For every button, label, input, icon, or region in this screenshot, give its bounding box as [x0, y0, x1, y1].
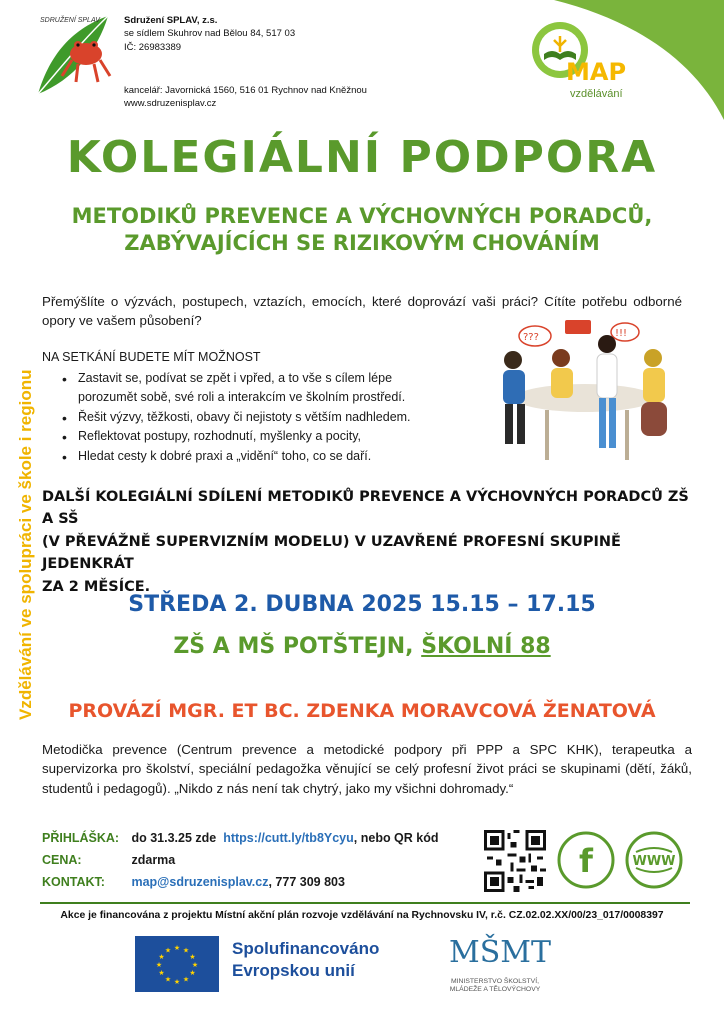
svg-text:!!!: !!! — [615, 328, 628, 339]
map-logo-subtext: vzdělávání — [570, 88, 623, 100]
contact-label: KONTAKT: — [42, 874, 105, 889]
qr-code[interactable] — [484, 830, 546, 892]
org-office: kancelář: Javornická 1560, 516 01 Rychnov nad Kněžnou — [124, 84, 367, 96]
eu-flag-icon — [135, 936, 219, 992]
svg-text:★: ★ — [189, 969, 196, 977]
svg-text:★: ★ — [164, 975, 172, 984]
website-globe-icon[interactable] — [624, 830, 684, 890]
list-item-continuation: porozumět sobě, své roli a interakcím ve školním prostředí. — [78, 390, 406, 405]
facebook-icon[interactable] — [556, 830, 616, 890]
speech-bubble-question — [519, 326, 551, 346]
list-item: • Reflektovat postupy, rozhodnutí, myšlenky a pocity, — [60, 427, 480, 446]
description-line-3: ZA 2 MĚSÍCE. — [42, 578, 151, 595]
svg-text:★: ★ — [164, 946, 172, 955]
event-guide: PROVÁZÍ MGR. ET BC. ZDENKA MORAVCOVÁ ŽENATOVÁ — [68, 700, 656, 722]
venue-address: ŠKOLNÍ 88 — [421, 634, 551, 659]
funding-statement: Akce je financována z projektu Místní akční plán rozvoje vzdělávání na Rychnovsku IV, r.č. CZ.02.02.XX/00/23_017/0008397 — [60, 910, 664, 921]
main-title: KOLEGIÁLNÍ PODPORA — [66, 132, 658, 183]
list-item: • Hledat cesty k dobré praxi a „vidění“ toho, co se daří. — [60, 447, 480, 466]
intro-paragraph: Přemýšlíte o výzvách, postupech, vztazích, emocích, které doprovází vaši práci? Cítíte potřebu odborné opory ve vašem působení? — [42, 294, 682, 329]
side-text: Vzdělávání ve spolupráci ve škole i regionu — [16, 369, 35, 720]
subtitle-line-1: METODIKŮ PREVENCE A VÝCHOVNÝCH PORADCŮ, — [71, 204, 653, 228]
session-description — [42, 486, 692, 598]
svg-text:f: f — [579, 842, 593, 880]
svg-text:★: ★ — [191, 961, 199, 969]
svg-text:★: ★ — [158, 969, 165, 977]
svg-text:★: ★ — [182, 946, 190, 955]
list-item: • Řešit výzvy, těžkosti, obavy či nejistoty s větším nadhledem. — [60, 408, 480, 427]
event-date: STŘEDA 2. DUBNA 2025 15.15 – 17.15 — [128, 592, 596, 617]
eu-cofunding-text: Spolufinancováno Evropskou unií — [232, 939, 380, 981]
contact-row — [42, 872, 439, 894]
description-line-1: DALŠÍ KOLEGIÁLNÍ SDÍLENÍ METODIKŮ PREVENCE A VÝCHOVNÝCH PORADCŮ ZŠ A SŠ — [42, 489, 689, 528]
svg-text:★: ★ — [155, 961, 163, 969]
registration-label: PŘIHLÁŠKA: — [42, 831, 120, 845]
list-item: • Zastavit se, podívat se zpět i vpřed, a to vše s cílem lépe — [60, 369, 480, 388]
guide-bio: Metodička prevence (Centrum prevence a metodické podpory při PPP a SPC KHK), terapeutka a supervizorka pro školství, speciální pedagožka věnující se celý profesní život práci se skupinami (dětí, žáků, studentů i pedagogů). „Nikdo z nás není tak chytrý, jako my všichni dohromady.“ — [42, 742, 692, 796]
org-seat: se sídlem Skuhrov nad Bělou 84, 517 03 — [124, 28, 296, 40]
svg-text:★: ★ — [182, 975, 190, 984]
registration-link[interactable]: https://cutt.ly/tb8Ycyu — [223, 831, 354, 845]
price-value: zdarma — [131, 852, 176, 867]
splav-logo-text: SDRUŽENÍ SPLAV — [40, 17, 100, 24]
footer-divider — [40, 902, 690, 904]
svg-text:★: ★ — [158, 953, 165, 961]
price-row — [42, 850, 439, 872]
contact-block — [42, 828, 439, 894]
speech-bubble-exclaim — [611, 323, 639, 341]
meeting-illustration — [475, 318, 690, 468]
org-name: Sdružení SPLAV, z.s. — [124, 15, 218, 26]
svg-text:★: ★ — [173, 978, 181, 986]
venue-name: ZŠ A MŠ POTŠTEJN, — [173, 634, 422, 659]
svg-text:MŠMT: MŠMT — [449, 935, 551, 970]
svg-text:WWW: WWW — [632, 854, 676, 869]
msmt-caption: MINISTERSTVO ŠKOLSTVÍ, MLÁDEŽE A TĚLOVÝCHOVY — [449, 978, 541, 994]
svg-text:★: ★ — [189, 953, 196, 961]
org-ic: IČ: 26983389 — [124, 41, 182, 53]
splav-frog-logo — [28, 10, 120, 98]
price-label: CENA: — [42, 852, 82, 867]
org-web[interactable]: www.sdruzenisplav.cz — [124, 98, 217, 110]
contact-phone: , 777 309 803 — [268, 874, 345, 889]
subtitle — [0, 203, 724, 257]
opportunities-heading: NA SETKÁNÍ BUDETE MÍT MOŽNOST — [42, 350, 261, 364]
contact-email[interactable]: map@sdruzenisplav.cz — [131, 874, 269, 889]
organization-info — [124, 14, 367, 110]
description-line-2: (V PŘEVÁŽNĚ SUPERVIZNÍM MODELU) V UZAVŘENÉ PROFESNÍ SKUPINĚ JEDENKRÁT — [42, 533, 621, 573]
svg-text:???: ??? — [523, 332, 539, 343]
registration-row: PŘIHLÁŠKA: do 31.3.25 zde https://cutt.ly/tb8Ycyu, nebo QR kód — [42, 828, 439, 850]
event-venue — [0, 634, 724, 659]
subtitle-line-2: ZABÝVAJÍCÍCH SE RIZIKOVÝM CHOVÁNÍM — [124, 230, 600, 255]
svg-text:★: ★ — [173, 944, 181, 952]
opportunities-list — [60, 369, 480, 466]
map-logo-text: MAP — [566, 58, 627, 86]
